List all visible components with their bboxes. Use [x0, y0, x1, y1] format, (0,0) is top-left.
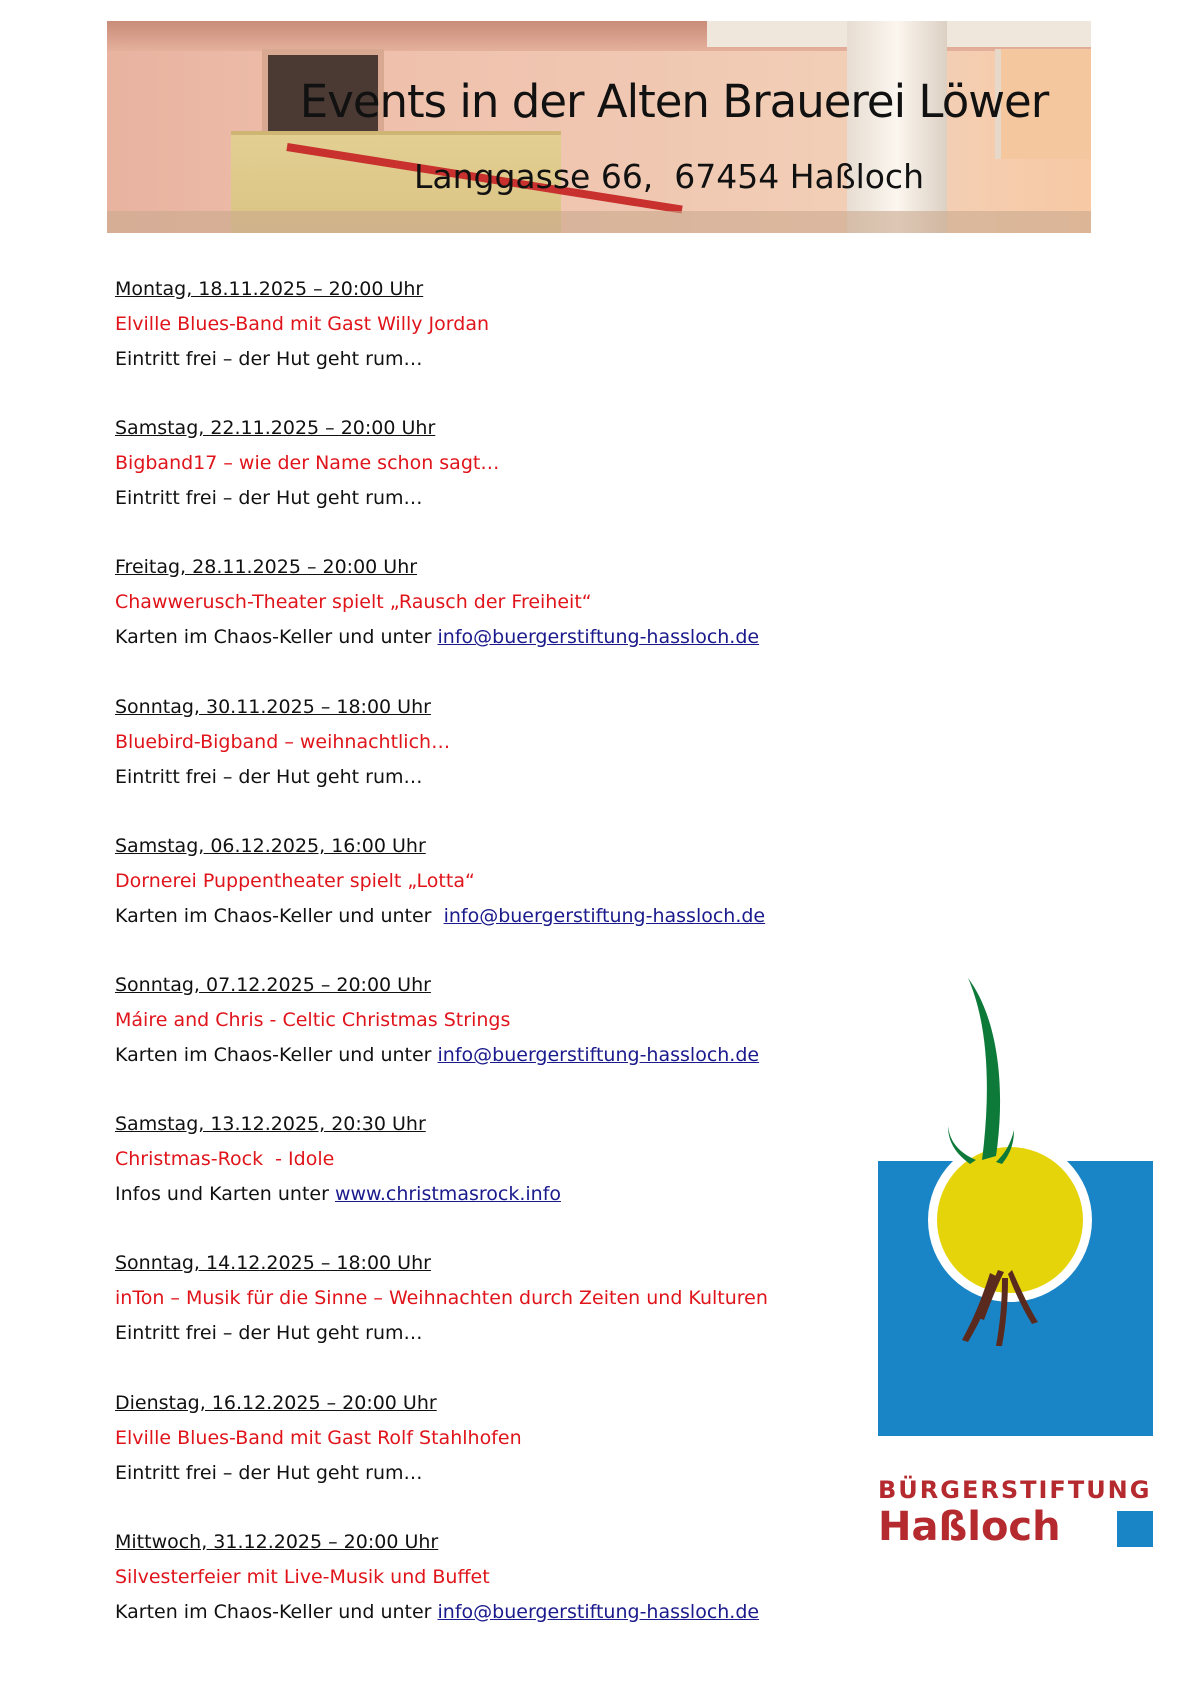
event-info-text: Karten im Chaos-Keller und unter [115, 904, 444, 927]
event-item [115, 968, 835, 1107]
event-date: Sonntag, 14.12.2025 – 18:00 Uhr [115, 1252, 431, 1275]
event-info-text: Infos und Karten unter [115, 1183, 335, 1206]
logo-text-buergerstiftung: BÜRGERSTIFTUNG [878, 1476, 1152, 1504]
event-title: Silvesterfeier mit Live-Musik und Buffet [115, 1565, 490, 1588]
event-info [115, 899, 835, 934]
event-title: Elville Blues-Band mit Gast Rolf Stahlhofen [115, 1426, 522, 1449]
event-link[interactable]: www.christmasrock.info [334, 1183, 562, 1206]
event-info-text: Karten im Chaos-Keller und unter [115, 1600, 438, 1623]
page-title: Events in der Alten Brauerei Löwer [299, 75, 1049, 128]
event-item [115, 1107, 835, 1246]
logo-text-hassloch: Haßloch [878, 1504, 1061, 1550]
event-title: inTon – Musik für die Sinne – Weihnachten durch Zeiten und Kulturen [115, 1287, 768, 1310]
event-item [115, 1246, 835, 1385]
event-title: Elville Blues-Band mit Gast Willy Jordan [115, 313, 490, 335]
event-info [115, 342, 835, 377]
event-title: Bluebird-Bigband – weihnachtlich… [115, 730, 451, 753]
event-link[interactable]: info@buergerstiftung-hassloch.de [443, 904, 766, 927]
event-title: Christmas-Rock - Idole [115, 1148, 335, 1171]
event-date: Sonntag, 30.11.2025 – 18:00 Uhr [115, 695, 431, 718]
event-info [115, 1177, 835, 1212]
event-item [115, 690, 835, 829]
event-info [115, 1316, 835, 1351]
event-date: Samstag, 13.12.2025, 20:30 Uhr [115, 1113, 426, 1136]
event-link[interactable]: info@buergerstiftung-hassloch.de [437, 1600, 760, 1623]
event-list [115, 272, 835, 1664]
event-date: Samstag, 06.12.2025, 16:00 Uhr [115, 834, 426, 857]
event-info [115, 760, 835, 795]
event-date: Montag, 18.11.2025 – 20:00 Uhr [115, 278, 424, 300]
event-info-text: Eintritt frei – der Hut geht rum… [115, 348, 423, 370]
event-item [115, 1386, 835, 1525]
event-info-text: Eintritt frei – der Hut geht rum… [115, 1461, 423, 1484]
event-info-text: Eintritt frei – der Hut geht rum… [115, 765, 423, 788]
event-date: Mittwoch, 31.12.2025 – 20:00 Uhr [115, 1530, 439, 1553]
page-subtitle-address: Langgasse 66, 67454 Haßloch [414, 157, 924, 196]
event-info [115, 481, 835, 516]
onion-logo-icon [878, 978, 1153, 1478]
event-item [115, 829, 835, 968]
banner-floor [107, 211, 1091, 233]
event-item [115, 272, 835, 411]
header-banner [107, 21, 1091, 233]
event-info-text: Eintritt frei – der Hut geht rum… [115, 487, 423, 510]
event-item [115, 411, 835, 550]
event-title: Máire and Chris - Celtic Christmas Strings [115, 1008, 511, 1031]
event-date: Sonntag, 07.12.2025 – 20:00 Uhr [115, 973, 431, 996]
event-title: Chawwerusch-Theater spielt „Rausch der Freiheit“ [115, 591, 592, 614]
event-link[interactable]: info@buergerstiftung-hassloch.de [437, 1043, 760, 1066]
event-date: Freitag, 28.11.2025 – 20:00 Uhr [115, 556, 418, 579]
event-date: Samstag, 22.11.2025 – 20:00 Uhr [115, 417, 436, 440]
event-item [115, 550, 835, 689]
event-info [115, 1456, 835, 1491]
event-title: Bigband17 – wie der Name schon sagt… [115, 452, 500, 475]
logo-green-sprout [968, 978, 1000, 1160]
event-info-text: Karten im Chaos-Keller und unter [115, 1043, 438, 1066]
event-info [115, 1038, 835, 1073]
event-info [115, 1595, 835, 1630]
event-info-text: Eintritt frei – der Hut geht rum… [115, 1322, 423, 1345]
buergerstiftung-logo [878, 978, 1153, 1553]
event-date: Dienstag, 16.12.2025 – 20:00 Uhr [115, 1391, 437, 1414]
event-info [115, 620, 835, 655]
event-title: Dornerei Puppentheater spielt „Lotta“ [115, 869, 475, 892]
event-item [115, 1525, 835, 1664]
logo-yellow-bulb [937, 1147, 1083, 1293]
event-info-text: Karten im Chaos-Keller und unter [115, 626, 438, 649]
event-link[interactable]: info@buergerstiftung-hassloch.de [437, 626, 760, 649]
logo-blue-square-small [1117, 1511, 1153, 1547]
